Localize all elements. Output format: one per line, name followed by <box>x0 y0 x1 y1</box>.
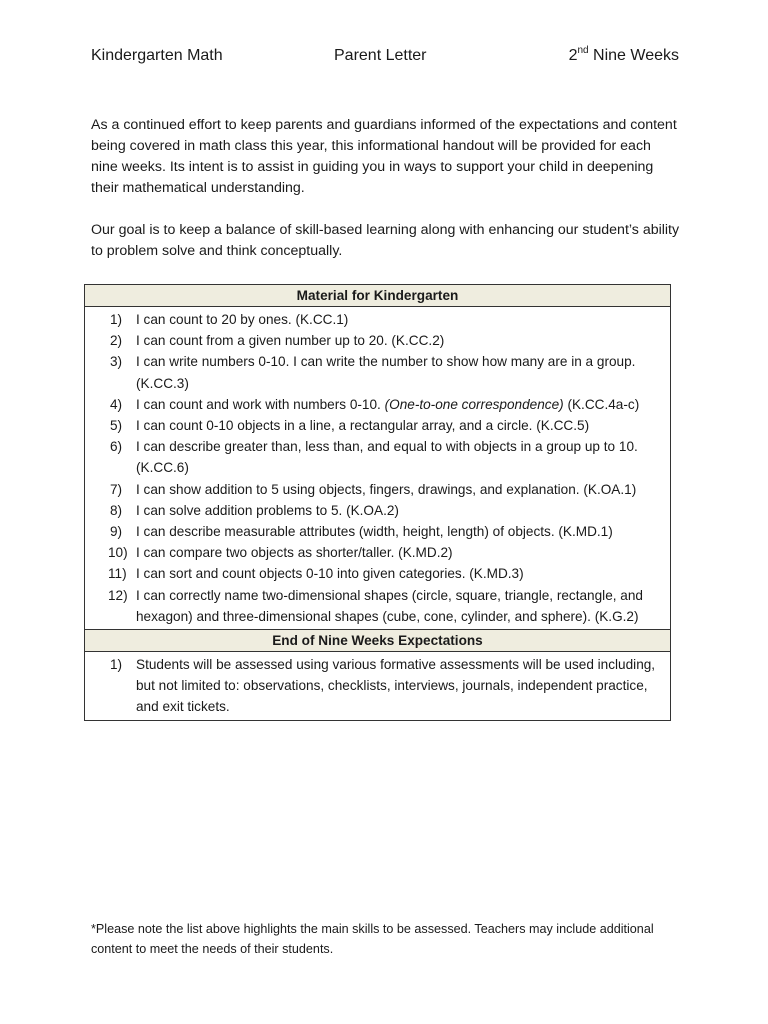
list-item <box>85 436 662 478</box>
item-number: 1) <box>110 657 123 673</box>
term-number: 2 <box>568 47 578 64</box>
intro-paragraph-2: Our goal is to keep a balance of skill-based learning along with enhancing our student’s ability to problem solve and think conceptually. <box>91 222 680 259</box>
document-title: Parent Letter <box>334 47 427 64</box>
expectations-heading: End of Nine Weeks Expectations <box>85 630 671 652</box>
material-list-cell <box>85 307 671 630</box>
item-text: I can sort and count objects 0-10 into given categories. (K.MD.3) <box>136 566 524 582</box>
item-number: 12) <box>108 587 128 603</box>
intro-paragraph-1: As a continued effort to keep parents and guardians informed of the expectations and content being covered in math class this year, this informational handout will be provided for each nine weeks. Its intent is to assist in guiding you in ways to support your child in deepening their mathematical understanding. <box>91 117 677 196</box>
item-number: 4) <box>110 396 123 412</box>
item-number: 7) <box>110 481 123 497</box>
item-text: I can show addition to 5 using objects, fingers, drawings, and explanation. (K.OA.1) <box>136 481 637 497</box>
list-item <box>85 585 662 627</box>
item-number: 5) <box>110 418 123 434</box>
material-table <box>84 284 671 721</box>
list-item <box>85 521 662 542</box>
material-list <box>85 307 670 629</box>
list-item <box>85 415 662 436</box>
item-number: 11) <box>108 566 127 582</box>
term-rest: Nine Weeks <box>588 47 679 64</box>
list-item <box>85 394 662 415</box>
item-text: I can correctly name two-dimensional shapes (circle, square, triangle, rectangle, and hexagon) and three-dimensional shapes (cube, cone, cylinder, and sphere). (K.G.2) <box>136 587 643 624</box>
item-number: 9) <box>110 524 123 540</box>
item-text: Students will be assessed using various formative assessments will be used including, but not limited to: observations, checklists, interviews, journals, independent practice, and exit tickets. <box>136 657 656 715</box>
item-text: I can compare two objects as shorter/taller. (K.MD.2) <box>136 545 453 561</box>
expectations-list <box>85 652 670 720</box>
item-text: I can describe measurable attributes (width, height, length) of objects. (K.MD.1) <box>136 524 613 540</box>
footnote: *Please note the list above highlights the main skills to be assessed. Teachers may include additional content to meet the needs of their students. <box>91 922 654 956</box>
term-label <box>569 47 679 65</box>
list-item <box>85 563 662 584</box>
item-text: I can count to 20 by ones. (K.CC.1) <box>136 312 349 327</box>
list-item <box>85 479 662 500</box>
item-number: 3) <box>110 354 123 370</box>
item-number: 8) <box>110 502 123 518</box>
item-text: I can solve addition problems to 5. (K.OA.2) <box>136 502 399 518</box>
item-italic-note: (One-to-one correspondence) <box>384 396 564 412</box>
list-item <box>85 351 662 393</box>
list-item <box>85 500 662 521</box>
item-text: I can count 0-10 objects in a line, a rectangular array, and a circle. (K.CC.5) <box>136 418 590 434</box>
item-text: I can count and work with numbers 0-10. <box>136 396 385 412</box>
item-number: 10) <box>108 545 128 561</box>
list-item <box>85 309 662 330</box>
item-text: I can describe greater than, less than, and equal to with objects in a group up to 10. (K.CC.6) <box>136 439 638 476</box>
list-item <box>85 542 662 563</box>
page-header <box>91 47 679 71</box>
item-number: 1) <box>110 312 123 327</box>
expectations-list-cell <box>85 652 671 721</box>
item-text: I can write numbers 0-10. I can write the number to show how many are in a group. (K.CC.3) <box>136 354 636 391</box>
term-ordinal-suffix: nd <box>577 45 589 56</box>
item-number: 2) <box>110 333 123 349</box>
item-number: 6) <box>110 439 123 455</box>
intro-section <box>91 115 681 283</box>
item-text: I can count from a given number up to 20. (K.CC.2) <box>136 333 445 349</box>
list-item <box>85 654 662 718</box>
material-heading: Material for Kindergarten <box>85 285 671 307</box>
item-text-tail: (K.CC.4a-c) <box>563 396 640 412</box>
course-title: Kindergarten Math <box>91 47 223 64</box>
list-item <box>85 330 662 351</box>
